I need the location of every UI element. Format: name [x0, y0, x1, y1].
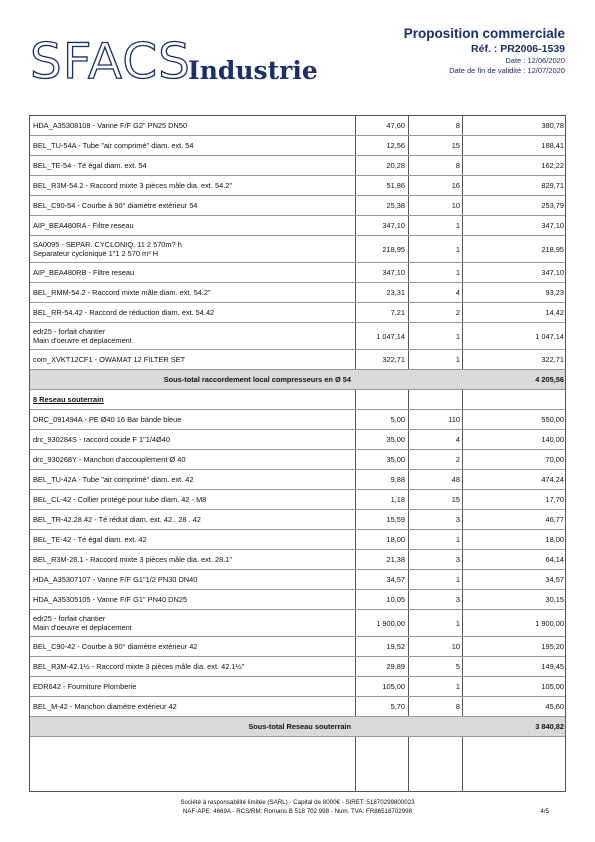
quantity: 4	[455, 435, 460, 444]
table-row	[30, 590, 565, 610]
line-description	[33, 657, 353, 676]
description-text: BEL_RR-54.42 - Raccord de réduction diam. ext. 54.42	[33, 307, 215, 317]
document-validity-date: Date de fin de validité : 12/07/2020	[449, 66, 565, 75]
line-description	[33, 450, 353, 469]
table-row	[30, 410, 565, 430]
quantity: 3	[455, 555, 460, 564]
table-row	[30, 637, 565, 657]
line-total: 4 205,56	[535, 375, 564, 384]
description-text: drc_930268Y - Manchon d'accouplement Ø 40	[33, 454, 186, 464]
line-total: 253,79	[541, 201, 564, 210]
line-description	[33, 550, 353, 569]
description-text: BEL_M-42 - Manchon diamètre extérieur 42	[33, 701, 177, 711]
unit-price: 322,71	[382, 355, 405, 364]
unit-price: 25,38	[386, 201, 405, 210]
quote-lines-table	[29, 115, 566, 792]
description-text: EDR642 - Fourniture Plomberie	[33, 681, 137, 691]
line-description	[33, 697, 353, 716]
quantity: 5	[455, 662, 460, 671]
unit-price: 5,00	[390, 415, 405, 424]
quantity: 1	[455, 355, 460, 364]
unit-price: 18,00	[386, 535, 405, 544]
line-description	[33, 196, 353, 215]
line-total: 93,23	[545, 288, 564, 297]
line-total: 1 900,00	[535, 618, 564, 628]
unit-price: 34,57	[386, 575, 405, 584]
unit-price: 1,18	[390, 495, 405, 504]
table-row	[30, 470, 565, 490]
description-text: edr25 - forfait chantier	[33, 613, 106, 623]
line-total: 14,42	[545, 308, 564, 317]
unit-price: 19,52	[386, 642, 405, 651]
description-text: Separateur cyclonique 1"1 2 570 m³ H	[33, 249, 159, 258]
table-row	[30, 550, 565, 570]
unit-price: 9,88	[390, 475, 405, 484]
table-row	[30, 303, 565, 323]
description-text: Main d'oeuvre et deplacement	[33, 336, 132, 345]
quantity: 1	[455, 268, 460, 277]
unit-price	[355, 717, 408, 736]
description-text: SA0095 - SEPAR. CYCLONIQ. 11 2 570m? h	[33, 239, 182, 249]
quantity: 2	[455, 455, 460, 464]
quantity: 1	[455, 221, 460, 230]
description-text: BEL_R3M-42.1½ - Raccord mixte 3 pièces mâle dia. ext. 42.1½"	[33, 661, 245, 671]
unit-price: 5,70	[390, 702, 405, 711]
description-text: BEL_CL-42 - Collier protégé pour tube diam. 42 - M8	[33, 494, 207, 504]
description-text: drc_930284S - raccord coude F 1"1/4Ø40	[33, 434, 170, 444]
unit-price: 15,59	[386, 515, 405, 524]
table-row	[30, 323, 565, 350]
document-header	[404, 26, 565, 76]
document-date: Date : 12/06/2020	[505, 56, 565, 65]
line-description	[33, 490, 353, 509]
table-row	[30, 156, 565, 176]
line-total: 46,77	[545, 515, 564, 524]
description-text: BEL_TU-42A - Tube "air comprimé" diam. ext. 42	[33, 474, 194, 484]
quantity: 1	[455, 682, 460, 691]
line-total: 1 047,14	[535, 331, 564, 341]
unit-price: 1 900,00	[376, 618, 405, 628]
description-text: AIP_BEA480RB - Filtre reseau	[33, 267, 135, 277]
table-body	[30, 116, 565, 737]
description-text: BEL_C90-42 - Courbe à 90° diamètre extérieur 42	[33, 641, 198, 651]
section-heading-row	[30, 390, 565, 410]
line-total: 3 840,82	[535, 722, 564, 731]
line-description	[33, 470, 353, 489]
table-row	[30, 176, 565, 196]
line-description	[33, 350, 353, 369]
quantity: 2	[455, 308, 460, 317]
unit-price: 1 047,14	[376, 331, 405, 341]
quantity: 1	[455, 575, 460, 584]
line-total: 140,00	[541, 435, 564, 444]
table-row	[30, 677, 565, 697]
line-description	[33, 156, 353, 175]
line-total: 380,78	[541, 121, 564, 130]
line-description	[33, 236, 353, 262]
line-total: 64,14	[545, 555, 564, 564]
description-text: Sous-total Reseau souterrain	[248, 721, 351, 731]
line-total: 34,57	[545, 575, 564, 584]
quantity: 8	[455, 161, 460, 170]
table-row	[30, 196, 565, 216]
line-total: 188,41	[541, 141, 564, 150]
quantity: 10	[451, 642, 460, 651]
quantity: 1	[455, 535, 460, 544]
line-description	[33, 283, 353, 302]
table-row	[30, 510, 565, 530]
description-text: BEL_TU-54A - Tube "air comprimé" diam. ext. 54	[33, 140, 194, 150]
unit-price: 347,10	[382, 221, 405, 230]
line-description	[33, 216, 353, 235]
unit-price: 10,05	[386, 595, 405, 604]
line-total: 474,24	[541, 475, 564, 484]
line-description	[33, 570, 353, 589]
description-text: BEL_RMM-54.2 - Raccord mixte mâle diam. ext. 54.2"	[33, 287, 211, 297]
line-description	[33, 610, 353, 636]
line-description	[33, 136, 353, 155]
description-text: BEL_R3M-54.2 - Raccord mixte 3 pièces mâle dia. ext. 54.2"	[33, 180, 232, 190]
unit-price: 23,31	[386, 288, 405, 297]
description-text: HDA_A35308108 - Vanne F/F G2" PN25 DN50	[33, 120, 188, 130]
quantity: 3	[455, 595, 460, 604]
line-description	[33, 303, 353, 322]
logo-wordmark: SFACS	[30, 33, 191, 90]
unit-price: 47,60	[386, 121, 405, 130]
table-row	[30, 350, 565, 370]
quantity: 10	[451, 201, 460, 210]
unit-price: 218,95	[382, 244, 405, 254]
legal-footer	[0, 799, 595, 816]
description-text: BEL_TE-42 - Té égal diam. ext. 42	[33, 534, 147, 544]
table-row	[30, 657, 565, 677]
footer-company-info: Société à responsabilité limitée (SARL) - Capital de 8000€ - SIRET: 51870299800023	[180, 799, 415, 806]
quantity: 1	[455, 331, 460, 341]
description-text: edr25 - forfait chantier	[33, 326, 106, 336]
line-description	[33, 717, 355, 736]
document-reference: Réf. : PR2006-1539	[471, 43, 565, 55]
document-title: Proposition commerciale	[403, 26, 565, 41]
subtotal-row	[30, 370, 565, 390]
unit-price: 35,00	[386, 455, 405, 464]
line-description	[33, 323, 353, 349]
unit-price: 105,00	[382, 682, 405, 691]
line-total: 195,20	[541, 642, 564, 651]
table-row	[30, 236, 565, 263]
line-total: 30,15	[545, 595, 564, 604]
unit-price	[355, 390, 408, 409]
quantity: 8	[455, 702, 460, 711]
quantity: 15	[451, 495, 460, 504]
quantity	[408, 370, 462, 389]
line-total	[462, 390, 567, 409]
unit-price: 21,38	[386, 555, 405, 564]
table-row	[30, 610, 565, 637]
description-text: BEL_R3M-28.1 - Raccord mixte 3 pièces mâle dia. ext. 28.1"	[33, 554, 232, 564]
line-description	[33, 116, 353, 135]
description-text: BEL_TR-42.28.42 - Té réduit diam. ext. 42 . 28 . 42	[33, 514, 201, 524]
line-total: 18,00	[545, 535, 564, 544]
unit-price: 51,86	[386, 181, 405, 190]
unit-price	[355, 370, 408, 389]
unit-price: 12,56	[386, 141, 405, 150]
quantity: 16	[451, 181, 460, 190]
company-logo	[30, 33, 320, 90]
description-text: DRC_091494A - PE Ø40 16 Bar bande bleue	[33, 414, 182, 424]
description-text: Sous-total raccordement local compresseurs en Ø 54	[163, 374, 351, 384]
table-row	[30, 263, 565, 283]
quantity: 1	[455, 618, 460, 628]
table-row	[30, 697, 565, 717]
line-total: 347,10	[541, 268, 564, 277]
quantity: 3	[455, 515, 460, 524]
line-description	[33, 390, 353, 409]
line-total: 105,00	[541, 682, 564, 691]
line-description	[33, 176, 353, 195]
quantity: 8	[455, 121, 460, 130]
line-total: 149,45	[541, 662, 564, 671]
footer-registration-info: NAF-APE: 4669A - RCS/RM: Romans B 518 702 998 - Num. TVA: FR86518702998	[182, 807, 413, 815]
line-description	[33, 677, 353, 696]
quantity	[408, 717, 462, 736]
table-row	[30, 430, 565, 450]
table-row	[30, 490, 565, 510]
quantity: 15	[451, 141, 460, 150]
description-text: com_XVKT12CF1 - OWAMAT 12 FILTER SET	[33, 354, 186, 364]
table-row	[30, 283, 565, 303]
unit-price: 20,28	[386, 161, 405, 170]
line-total: 550,00	[541, 415, 564, 424]
table-row	[30, 216, 565, 236]
line-total: 70,00	[545, 455, 564, 464]
line-total: 347,10	[541, 221, 564, 230]
page-number: 4/5	[540, 808, 549, 815]
logo-subtitle: Industrie	[188, 56, 318, 85]
line-description	[33, 410, 353, 429]
line-total: 17,70	[545, 495, 564, 504]
line-description	[33, 590, 353, 609]
unit-price: 347,10	[382, 268, 405, 277]
line-description	[33, 530, 353, 549]
unit-price: 7,21	[390, 308, 405, 317]
quantity	[408, 390, 462, 409]
quantity: 4	[455, 288, 460, 297]
description-text: HDA_A35305105 - Vanne F/F G1" PN40 DN25	[33, 594, 188, 604]
line-description	[33, 510, 353, 529]
quantity: 1	[455, 244, 460, 254]
unit-price: 29,89	[386, 662, 405, 671]
line-description	[33, 430, 353, 449]
line-total: 162,22	[541, 161, 564, 170]
line-total: 45,60	[545, 702, 564, 711]
description-text: AIP_BEA480RA - Filtre reseau	[33, 220, 134, 230]
description-text: 8 Reseau souterrain	[33, 394, 104, 404]
line-description	[33, 370, 355, 389]
description-text: BEL_C90-54 - Courbe à 90° diamètre extérieur 54	[33, 200, 198, 210]
description-text: Main d'oeuvre et deplacement	[33, 623, 132, 632]
unit-price: 35,00	[386, 435, 405, 444]
line-description	[33, 263, 353, 282]
line-total: 322,71	[541, 355, 564, 364]
table-row	[30, 116, 565, 136]
subtotal-row	[30, 717, 565, 737]
table-row	[30, 570, 565, 590]
line-description	[33, 637, 353, 656]
quantity: 110	[448, 415, 460, 424]
description-text: HDA_A35307107 - Vanne F/F G1"1/2 PN30 DN40	[33, 574, 198, 584]
line-total: 218,95	[541, 244, 564, 254]
table-row	[30, 530, 565, 550]
line-total: 829,71	[541, 181, 564, 190]
table-row	[30, 136, 565, 156]
table-row	[30, 450, 565, 470]
quantity: 48	[451, 475, 460, 484]
description-text: BEL_TE-54 - Té égal diam. ext. 54	[33, 160, 147, 170]
